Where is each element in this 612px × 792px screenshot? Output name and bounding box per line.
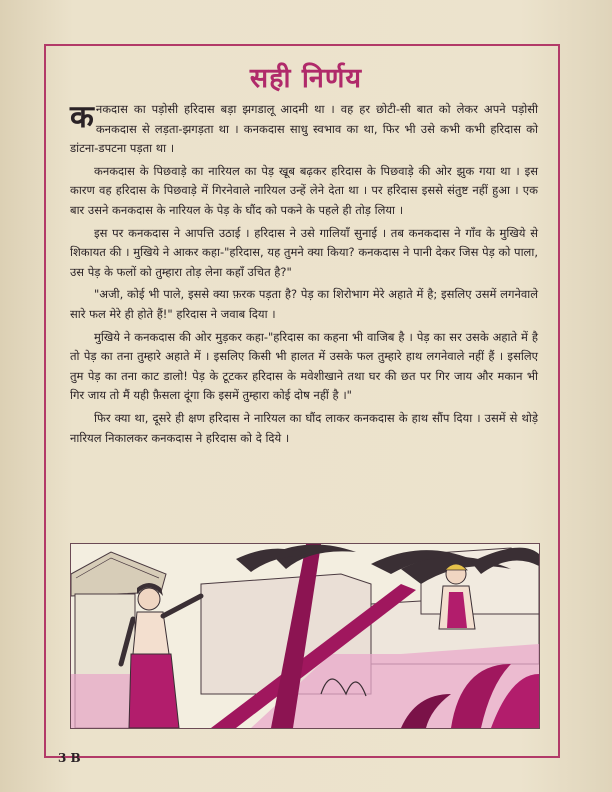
story-title: सही निर्णय (249, 63, 363, 94)
drop-cap: क (70, 99, 94, 135)
story-paragraph: "अजी, कोई भी पाले, इससे क्या फ़रक पड़ता है? पेड़ का शिरोभाग मेरे अहाते में है; इसलिए उसमें लगनेवाले सारे फल मेरे ही होते हैं!" हरिदास ने जवाब दिया । (70, 287, 538, 321)
story-paragraph: मुखिये ने कनकदास की ओर मुड़कर कहा-"हरिदास का कहना भी वाजिब है । पेड़ का सर उसके अहाते में है तो पेड़ का तना तुम्हारे अहाते में । इसलिए किसी भी हालत में उसके फल तुम्हारे हाथ लगनेवाले नहीं हैं । इसलिए तुम पेड़ का तना काट डालो! पेड़ के टूटकर हरिदास के मवेशीखाने तथा घर की छत पर गिर जाय और मकान भी गिर जाय तो मैं यही फ़ैसला दूंगा कि इसमें तुम्हारा कोई दोष नहीं है ।" (70, 329, 538, 403)
story-paragraph: फिर क्या था, दूसरे ही क्षण हरिदास ने नारियल का घौंद लाकर कनकदास के हाथ सौंप दिया । उसमें से थोड़े नारियल निकालकर कनकदास ने हरिदास को दे दिये । (70, 410, 538, 445)
story-illustration (70, 543, 540, 729)
illustration-drawing (71, 544, 539, 728)
story-paragraph: कनकदास के पिछवाड़े का नारियल का पेड़ खूब बढ़कर हरिदास के पिछवाड़े की ओर झुक गया था । इस कारण वह हरिदास के पिछवाड़े में गिरनेवाले नारियल उन्हें लेने देता था । पर हरिदास इससे संतुष्ट नहीं हुआ । एक बार उसने कनकदास के नारियल के पेड़ के घौंद को पकने के पहले ही तोड़ लिया । (70, 163, 538, 217)
paragraph-text: नकदास का पड़ोसी हरिदास बड़ा झगडालू आदमी था । वह हर छोटी-सी बात को लेकर अपने पड़ोसी कनकदास से लड़ता-झगड़ता था । कनकदास साधु स्वभाव का था, फिर भी उसे कभी कभी हरिदास को डांटना-डपटना पड़ता था । (70, 102, 538, 156)
story-text (70, 100, 538, 451)
page-number: 3 B (58, 751, 81, 765)
story-paragraph: इस पर कनकदास ने आपत्ति उठाई । हरिदास ने उसे गालियाँ सुनाई । तब कनकदास ने गाँव के मुखिये से शिकायत की । मुखिये ने आकर कहा-"हरिदास, यह तुमने क्या किया? कनकदास ने पानी देकर जिस पेड़ को पाला, उस पेड़ के फलों को तुम्हारा तोड़ लेना कहाँ उचित है?" (70, 225, 538, 279)
story-paragraph (70, 100, 538, 159)
